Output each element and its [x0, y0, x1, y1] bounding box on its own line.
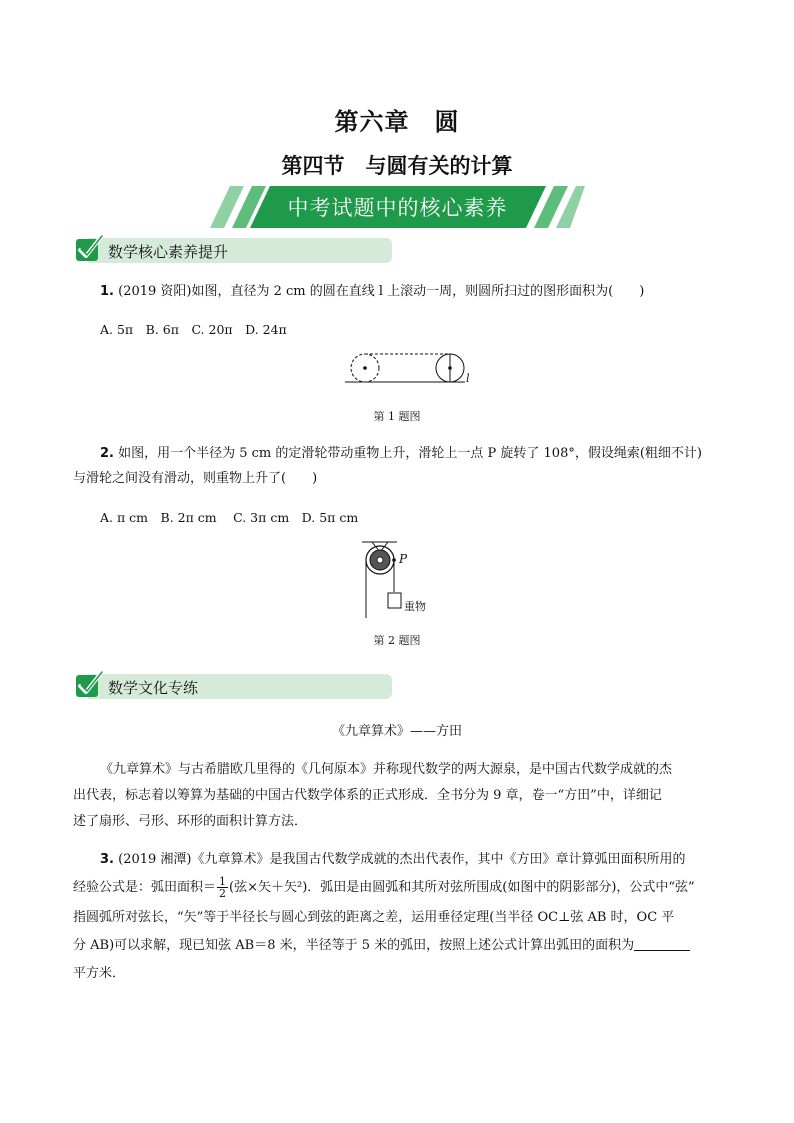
question-1 — [100, 278, 740, 306]
section-header-culture — [74, 672, 392, 700]
point-label: P — [399, 552, 408, 566]
fraction-numerator: 1 — [219, 875, 227, 888]
figure-1-rolling-circle — [345, 348, 475, 390]
question-3-line1 — [100, 846, 740, 874]
figure-2-pulley — [352, 538, 412, 622]
fraction — [217, 876, 228, 899]
question-1-options: A. 5π B. 6π C. 20π D. 24π — [100, 322, 287, 337]
section-label: 数学核心素养提升 — [108, 243, 229, 261]
figure-2-caption: 第 2 题图 — [373, 634, 421, 647]
weight-label: 重物 — [404, 600, 426, 613]
question-text: (2019 湘潭)《九章算术》是我国古代数学成就的杰出代表作，其中《方田》章计算弧田面积所用的 — [113, 852, 686, 867]
culture-title: 《九章算术》——方田 — [331, 724, 462, 739]
check-icon — [74, 234, 104, 264]
formula-prefix: 经验公式是：弧田面积＝ — [73, 880, 217, 895]
question-2-options: A. π cm B. 2π cm C. 3π cm D. 5π cm — [100, 510, 359, 525]
question-text: 分 AB)可以求解，现已知弦 AB＝8 米，半径等于 5 米的弧田，按照上述公式计算出弧田的面积为 — [73, 938, 635, 953]
question-2-line1 — [100, 440, 750, 468]
fraction-denominator: 2 — [219, 887, 227, 900]
question-2-line2: 与滑轮之间没有滑动，则重物上升了( ) — [73, 471, 318, 486]
question-3-line3: 指圆弧所对弦长，“矢”等于半径长与圆心到弦的距离之差，运用垂径定理(当半径 OC⊥弦 AB 时，OC 平 — [73, 910, 675, 925]
banner-title: 中考试题中的核心素养 — [287, 196, 508, 220]
answer-blank[interactable] — [634, 936, 690, 951]
question-3-line4 — [73, 932, 723, 960]
section-label: 数学文化专练 — [108, 679, 199, 697]
question-number: 2. — [100, 446, 114, 461]
culture-intro-line3: 述了扇形、弓形、环形的面积计算方法． — [73, 814, 308, 829]
figure-1-caption: 第 1 题图 — [373, 410, 421, 423]
formula-suffix: (弦×矢＋矢²)．弧田是由圆弧和其所对弦所围成(如图中的阴影部分)，公式中“弦” — [229, 880, 695, 895]
culture-intro-line2: 出代表，标志着以筹算为基础的中国古代数学体系的正式形成．全书分为 9 章，卷一“方田”中，详细记 — [73, 788, 662, 803]
question-3-line2 — [73, 874, 723, 902]
line-label: l — [466, 372, 470, 385]
section-header-core — [74, 236, 392, 264]
question-number: 1. — [100, 284, 114, 299]
question-3-line5: 平方米． — [73, 966, 126, 981]
chapter-title: 第六章 圆 — [334, 108, 460, 136]
question-number: 3. — [100, 852, 114, 867]
check-icon — [74, 670, 104, 700]
question-text: 如图，用一个半径为 5 cm 的定滑轮带动重物上升，滑轮上一点 P 旋转了 108°，假设绳索(粗细不计) — [113, 446, 702, 461]
question-text: (2019 资阳)如图，直径为 2 cm 的圆在直线 l 上滚动一周，则圆所扫过的图形面积为( ) — [113, 284, 645, 299]
section-title: 第四节 与圆有关的计算 — [281, 154, 513, 178]
culture-intro-line1: 《九章算术》与古希腊欧几里得的《几何原本》并称现代数学的两大源泉，是中国古代数学成就的杰 — [100, 762, 673, 777]
